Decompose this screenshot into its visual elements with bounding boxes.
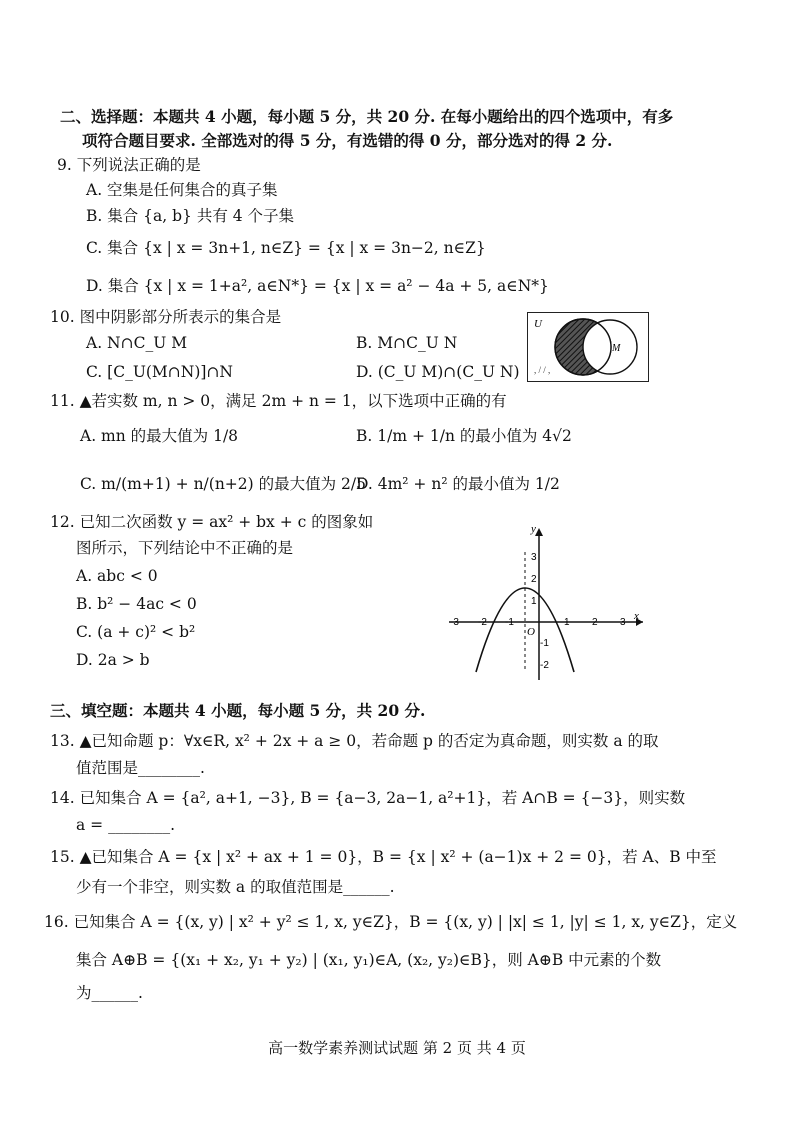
section2-header-line1: 二、选择题：本题共 4 小题，每小题 5 分，共 20 分. 在每小题给出的四个选项中，有多 — [60, 107, 674, 126]
parabola-graph — [447, 522, 647, 682]
graph-y-label: y — [531, 523, 536, 535]
q14-line2: a = ________. — [76, 816, 176, 834]
ytick-neg2: -2 — [540, 660, 549, 671]
q15-line1: 15. ▲已知集合 A = {x | x² + ax + 1 = 0}，B = {x | x² + (a−1)x + 2 = 0}，若 A、B 中至 — [50, 848, 717, 866]
q9-option-d: D. 集合 {x | x = 1+a², a∈N*} = {x | x = a² − 4a + 5, a∈N*} — [86, 277, 549, 295]
q14-line1: 14. 已知集合 A = {a², a+1, −3}, B = {a−3, 2a−1, a²+1}，若 A∩B = {−3}，则实数 — [50, 789, 686, 807]
q13-line1: 13. ▲已知命题 p：∀x∈R, x² + 2x + a ≥ 0，若命题 p 的否定为真命题，则实数 a 的取 — [50, 732, 659, 750]
section3-header: 三、填空题：本题共 4 小题，每小题 5 分，共 20 分. — [50, 701, 426, 720]
q9-option-c: C. 集合 {x | x = 3n+1, n∈Z} = {x | x = 3n−2, n∈Z} — [86, 239, 486, 257]
q11-option-d: D. 4m² + n² 的最小值为 1/2 — [356, 475, 560, 493]
q9-option-b: B. 集合 {a, b} 共有 4 个子集 — [86, 207, 295, 225]
q10-option-b: B. M∩C_U N — [356, 334, 458, 352]
q16-line3: 为______. — [76, 984, 143, 1002]
ytick-neg1: -1 — [540, 638, 549, 649]
ytick-2: 2 — [531, 574, 537, 585]
q12-option-b: B. b² − 4ac < 0 — [76, 595, 197, 613]
q12-stem-line2: 图所示，下列结论中不正确的是 — [76, 539, 294, 557]
venn-diagram — [527, 312, 649, 382]
xtick-neg2: -2 — [478, 617, 487, 628]
ytick-3: 3 — [531, 552, 537, 563]
q10-option-d: D. (C_U M)∩(C_U N) — [356, 363, 520, 381]
section2-header-line2: 项符合题目要求. 全部选对的得 5 分，有选错的得 0 分，部分选对的得 2 分. — [82, 131, 613, 150]
q10-stem: 10. 图中阴影部分所表示的集合是 — [50, 308, 282, 326]
q10-option-c: C. [C_U(M∩N)]∩N — [86, 363, 233, 381]
parabola-svg — [447, 522, 647, 682]
q16-line1: 16. 已知集合 A = {(x, y) | x² + y² ≤ 1, x, y∈Z}，B = {(x, y) | |x| ≤ 1, |y| ≤ 1, x, y∈Z}，定义 — [44, 913, 738, 931]
svg-text:, / / ,: , / / , — [534, 365, 551, 375]
q9-stem: 9. 下列说法正确的是 — [57, 156, 201, 174]
q11-option-c: C. m/(m+1) + n/(n+2) 的最大值为 2/5 — [80, 475, 366, 493]
q11-option-a: A. mn 的最大值为 1/8 — [80, 427, 239, 445]
ytick-1: 1 — [531, 596, 537, 607]
xtick-neg1: -1 — [505, 617, 514, 628]
xtick-3: 3 — [620, 617, 626, 628]
xtick-1: 1 — [564, 617, 570, 628]
page-footer: 高一数学素养测试试题 第 2 页 共 4 页 — [268, 1039, 526, 1057]
q13-line2: 值范围是________. — [76, 759, 205, 777]
q12-option-a: A. abc < 0 — [76, 567, 158, 585]
q15-line2: 少有一个非空，则实数 a 的取值范围是______. — [76, 878, 395, 896]
q12-stem-line1: 12. 已知二次函数 y = ax² + bx + c 的图象如 — [50, 513, 374, 531]
q11-option-b: B. 1/m + 1/n 的最小值为 4√2 — [356, 427, 572, 445]
venn-label-u: U — [534, 318, 542, 330]
q16-line2: 集合 A⊕B = {(x₁ + x₂, y₁ + y₂) | (x₁, y₁)∈A, (x₂, y₂)∈B}，则 A⊕B 中元素的个数 — [76, 951, 662, 969]
xtick-neg3: -3 — [450, 617, 459, 628]
q9-option-a: A. 空集是任何集合的真子集 — [86, 181, 278, 199]
xtick-2: 2 — [592, 617, 598, 628]
graph-x-label: x — [634, 610, 639, 622]
q12-option-d: D. 2a > b — [76, 651, 150, 669]
venn-label-m: M — [612, 343, 621, 354]
graph-origin: O — [527, 626, 535, 638]
q10-option-a: A. N∩C_U M — [86, 334, 188, 352]
venn-svg — [528, 313, 648, 381]
q12-option-c: C. (a + c)² < b² — [76, 623, 196, 641]
q11-stem: 11. ▲若实数 m, n > 0，满足 2m + n = 1，以下选项中正确的有 — [50, 392, 507, 410]
